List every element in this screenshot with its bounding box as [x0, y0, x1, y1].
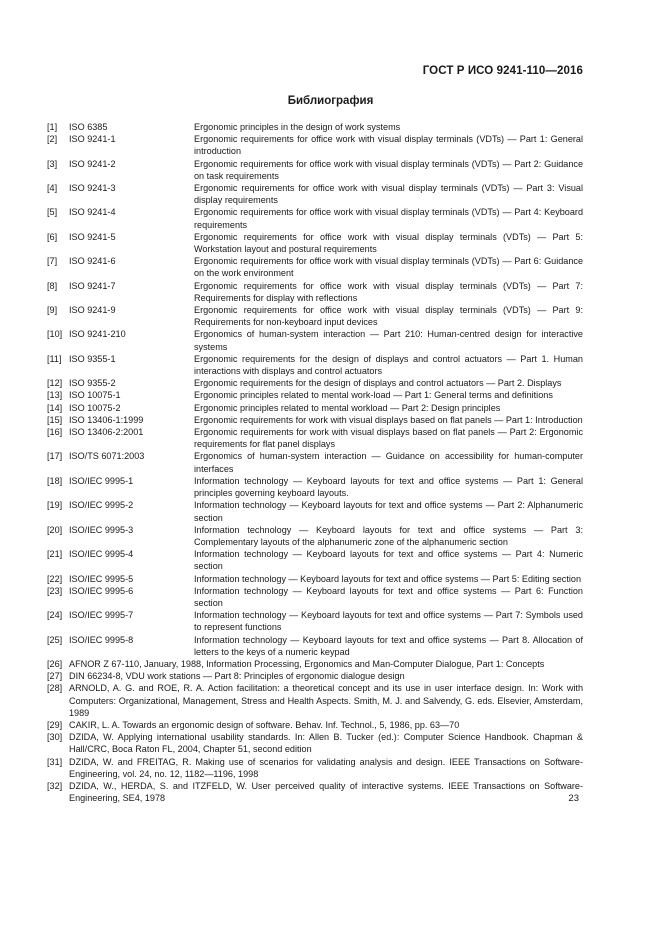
reference-title: Information technology — Keyboard layouts for text and office systems — Part 1: General principles governing keyboard layouts. [194, 475, 583, 499]
reference-number: [17] [47, 451, 63, 462]
reference-standard: ISO 9241-6 [69, 256, 116, 267]
page-number: 23 [568, 793, 579, 804]
reference-standard: ISO 9241-210 [69, 329, 126, 340]
reference-title: Information technology — Keyboard layouts for text and office systems — Part 4: Numeric section [194, 549, 583, 572]
reference-number: [16] [47, 427, 63, 438]
reference-title: Ergonomic requirements for work with visual displays based on flat panels — Part 2: Ergonomic requirements for flat panel displays [194, 427, 583, 450]
document-header-code: ГОСТ Р ИСО 9241-110—2016 [422, 65, 583, 77]
reference-title: Ergonomic requirements for office work with visual display terminals (VDTs) — Part 1: General introduction [194, 134, 583, 157]
reference-standard: ISO/IEC 9995-7 [69, 610, 134, 621]
reference-standard: ISO 9241-5 [69, 231, 116, 242]
reference-entry [47, 414, 583, 426]
reference-number: [22] [47, 573, 63, 584]
reference-number: [15] [47, 414, 63, 425]
reference-number: [3] [47, 158, 58, 169]
reference-standard: ISO 9241-4 [69, 207, 116, 218]
reference-standard: ISO 9241-9 [69, 305, 116, 316]
reference-standard: ISO 9241-2 [69, 158, 116, 169]
reference-number: [25] [47, 634, 63, 645]
reference-entry [47, 121, 583, 133]
reference-number: [11] [47, 353, 62, 364]
reference-entry [47, 328, 583, 352]
reference-number: [29] [47, 719, 63, 730]
reference-number: [21] [47, 549, 63, 560]
reference-entry [47, 499, 583, 523]
reference-number: [28] [47, 683, 63, 694]
reference-entry [47, 573, 583, 585]
reference-standard: ISO/TS 6071:2003 [69, 451, 145, 462]
reference-title: Ergonomic requirements for office work with visual display terminals (VDTs) — Part 6: Guidance on the work environment [194, 256, 583, 279]
reference-number: [13] [47, 390, 63, 401]
reference-entry [47, 634, 583, 658]
reference-standard: ISO/IEC 9995-3 [69, 524, 134, 535]
reference-text: ARNOLD, A. G. and ROE, R. A. Action facilitation: a theoretical concept and its use in user interface design. In: Work with Computers: Organizational, Management, Stress and Health Aspects. Smith, M. J. and Salvendy, G. eds. Elsevier, Amsterdam, 1989 [69, 683, 583, 718]
reference-entry [47, 255, 583, 279]
reference-standard: ISO/IEC 9995-1 [69, 475, 134, 486]
reference-standard: ISO 13406-1:1999 [69, 414, 144, 425]
reference-title: Ergonomic principles in the design of work systems [194, 122, 401, 132]
reference-title: Ergonomic requirements for work with visual displays based on flat panels — Part 1: Introduction [194, 414, 583, 425]
reference-text: DZIDA, W., HERDA, S. and ITZFELD, W. User perceived quality of interactive systems. IEEE Transactions on Software-Engineering, SE4, 1978 [69, 780, 583, 804]
reference-number: [14] [47, 402, 63, 413]
reference-standard: ISO 9241-1 [69, 134, 116, 145]
reference-entry [47, 731, 583, 755]
reference-standard: ISO 9355-2 [69, 378, 116, 389]
reference-number: [5] [47, 207, 58, 218]
reference-title: Ergonomic requirements for office work with visual display terminals (VDTs) — Part 9: Requirements for non-keyboard input devices [194, 305, 583, 328]
reference-entry [47, 231, 583, 255]
reference-number: [8] [47, 280, 58, 291]
reference-entry [47, 158, 583, 182]
reference-text: CAKIR, L. A. Towards an ergonomic design of software. Behav. Inf. Technol., 5, 1986, pp. 63—70 [69, 719, 460, 730]
reference-number: [2] [47, 134, 58, 145]
reference-title: Ergonomic requirements for office work with visual display terminals (VDTs) — Part 5: Workstation layout and postural requirements [194, 231, 583, 255]
reference-entry [47, 548, 583, 572]
reference-entry [47, 389, 583, 401]
reference-entry [47, 609, 583, 633]
reference-number: [18] [47, 475, 63, 486]
reference-title: Ergonomics of human-system interaction — Guidance on accessibility for human-computer interfaces [194, 451, 583, 474]
reference-entry [47, 780, 583, 804]
reference-entry [47, 182, 583, 206]
reference-entry [47, 524, 583, 548]
reference-entry [47, 206, 583, 230]
reference-number: [12] [47, 378, 63, 389]
reference-standard: ISO 9241-7 [69, 280, 116, 291]
reference-standard: ISO/IEC 9995-8 [69, 634, 134, 645]
reference-number: [19] [47, 500, 63, 511]
reference-standard: ISO 10075-2 [69, 402, 121, 413]
literature-references [47, 658, 583, 804]
reference-standard: ISO 9355-1 [69, 353, 116, 364]
standards-references [47, 121, 583, 658]
reference-title: Ergonomic principles related to mental work-load — Part 1: General terms and definitions [194, 390, 553, 401]
reference-entry [47, 304, 583, 328]
reference-number: [7] [47, 256, 58, 267]
reference-entry [47, 377, 583, 389]
reference-title: Ergonomic principles related to mental workload — Part 2: Design principles [194, 402, 501, 413]
reference-title: Information technology — Keyboard layouts for text and office systems — Part 7: Symbols used to represent functions [194, 610, 583, 633]
reference-number: [26] [47, 658, 63, 669]
reference-text: AFNOR Z 67-110, January, 1988, Information Processing, Ergonomics and Man-Computer Dialogue, Part 1: Concepts [69, 658, 545, 669]
reference-entry [47, 682, 583, 719]
reference-text: DZIDA, W. Applying international usability standards. In: Allen B. Tucker (ed.): Computer Science Handbook. Chapman & Hall/CRC, Boca Raton FL, 2004, Chapter 51, second edition [69, 732, 583, 755]
bibliography-list [47, 121, 583, 804]
reference-text: DIN 66234-8, VDU work stations — Part 8: Principles of ergonomic dialogue design [69, 671, 405, 682]
reference-number: [24] [47, 610, 63, 621]
reference-entry [47, 353, 583, 377]
reference-number: [10] [47, 329, 63, 340]
reference-standard: ISO 13406-2:2001 [69, 427, 144, 438]
reference-standard: ISO 9241-3 [69, 183, 116, 194]
reference-title: Information technology — Keyboard layouts for text and office systems — Part 3: Complementary layouts of the alphanumeric zone of the alphanumeric section [194, 524, 583, 547]
reference-number: [9] [47, 305, 58, 316]
reference-number: [27] [47, 671, 63, 682]
reference-text: DZIDA, W. and FREITAG, R. Making use of scenarios for validating analysis and design. IEEE Transactions on Software-Engineering, vol. 24, no. 12, 1182—1196, 1998 [69, 756, 583, 779]
reference-title: Information technology — Keyboard layouts for text and office systems — Part 6: Function section [194, 585, 583, 608]
reference-title: Ergonomic requirements for office work with visual display terminals (VDTs) — Part 7: Requirements for display with reflections [194, 280, 583, 303]
reference-title: Ergonomic requirements for office work with visual display terminals (VDTs) — Part 3: Visual display requirements [194, 183, 583, 206]
reference-title: Ergonomic requirements for the design of displays and control actuators — Part 2. Displays [194, 378, 562, 389]
reference-standard: ISO/IEC 9995-5 [69, 573, 134, 584]
reference-number: [1] [47, 122, 58, 132]
reference-title: Information technology — Keyboard layouts for text and office systems — Part 8. Allocation of letters to the keys of a numeric keypad [194, 634, 583, 657]
reference-number: [32] [47, 780, 63, 791]
reference-entry [47, 585, 583, 609]
reference-number: [23] [47, 585, 63, 596]
reference-entry [47, 426, 583, 450]
reference-standard: ISO/IEC 9995-6 [69, 585, 134, 596]
reference-entry [47, 402, 583, 414]
reference-title: Information technology — Keyboard layouts for text and office systems — Part 5: Editing section [194, 573, 582, 584]
reference-title: Ergonomic requirements for office work with visual display terminals (VDTs) — Part 4: Keyboard requirements [194, 207, 583, 230]
reference-entry [47, 719, 583, 731]
reference-title: Ergonomic requirements for office work with visual display terminals (VDTs) — Part 2: Guidance on task requirements [194, 158, 583, 181]
reference-number: [20] [47, 524, 63, 535]
reference-title: Ergonomics of human-system interaction — Part 210: Human-centred design for interactive systems [194, 329, 583, 352]
reference-entry [47, 475, 583, 499]
reference-entry [47, 658, 583, 670]
reference-number: [6] [47, 231, 58, 242]
reference-number: [31] [47, 756, 63, 767]
reference-entry [47, 756, 583, 780]
reference-entry [47, 670, 583, 682]
reference-entry [47, 133, 583, 157]
reference-standard: ISO/IEC 9995-4 [69, 549, 134, 560]
bibliography-title: Библиография [287, 95, 374, 107]
reference-standard: ISO 10075-1 [69, 390, 121, 401]
reference-number: [4] [47, 183, 58, 194]
reference-standard: ISO 6385 [69, 122, 108, 132]
reference-entry [47, 280, 583, 304]
reference-number: [30] [47, 732, 63, 743]
reference-title: Ergonomic requirements for the design of displays and control actuators — Part 1. Human interactions with displays and control actuators [194, 353, 583, 377]
reference-title: Information technology — Keyboard layouts for text and office systems — Part 2: Alphanumeric section [194, 500, 583, 523]
reference-entry [47, 450, 583, 474]
reference-standard: ISO/IEC 9995-2 [69, 500, 134, 511]
